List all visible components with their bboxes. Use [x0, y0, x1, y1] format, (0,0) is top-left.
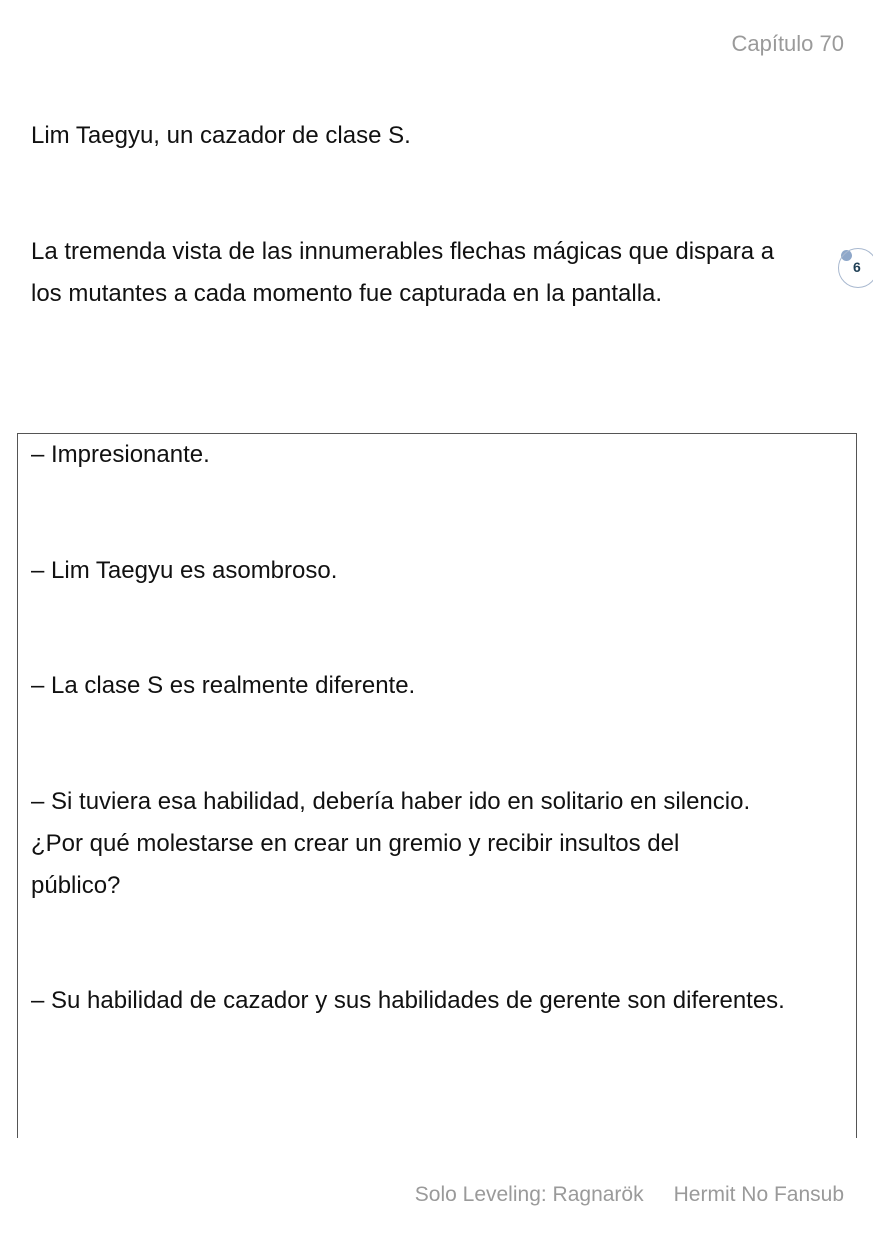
- paragraph: Lim Taegyu, un cazador de clase S.: [31, 122, 411, 149]
- comments-box: [17, 433, 857, 1138]
- paragraph: La tremenda vista de las innumerables flechas mágicas que dispara a los mutantes a cada momento fue capturada en la pantalla.: [31, 238, 775, 307]
- footer: [415, 1183, 844, 1207]
- box-line: – La clase S es realmente diferente.: [31, 672, 416, 699]
- chapter-header: Capítulo 70: [731, 31, 844, 56]
- box-line: – Su habilidad de cazador y sus habilidades de gerente son diferentes.: [31, 987, 785, 1014]
- comment-count: 6: [853, 259, 861, 275]
- box-line: – Impresionante.: [31, 441, 210, 468]
- footer-title: Solo Leveling: Ragnarök: [414, 1183, 644, 1206]
- footer-group: Hermit No Fansub: [673, 1183, 844, 1206]
- comment-badge[interactable]: [838, 248, 873, 288]
- box-line: – Lim Taegyu es asombroso.: [31, 557, 338, 584]
- box-line: – Si tuviera esa habilidad, debería haber ido en solitario en silencio. ¿Por qué molestarse en crear un gremio y recibir insultos del público?: [31, 788, 751, 899]
